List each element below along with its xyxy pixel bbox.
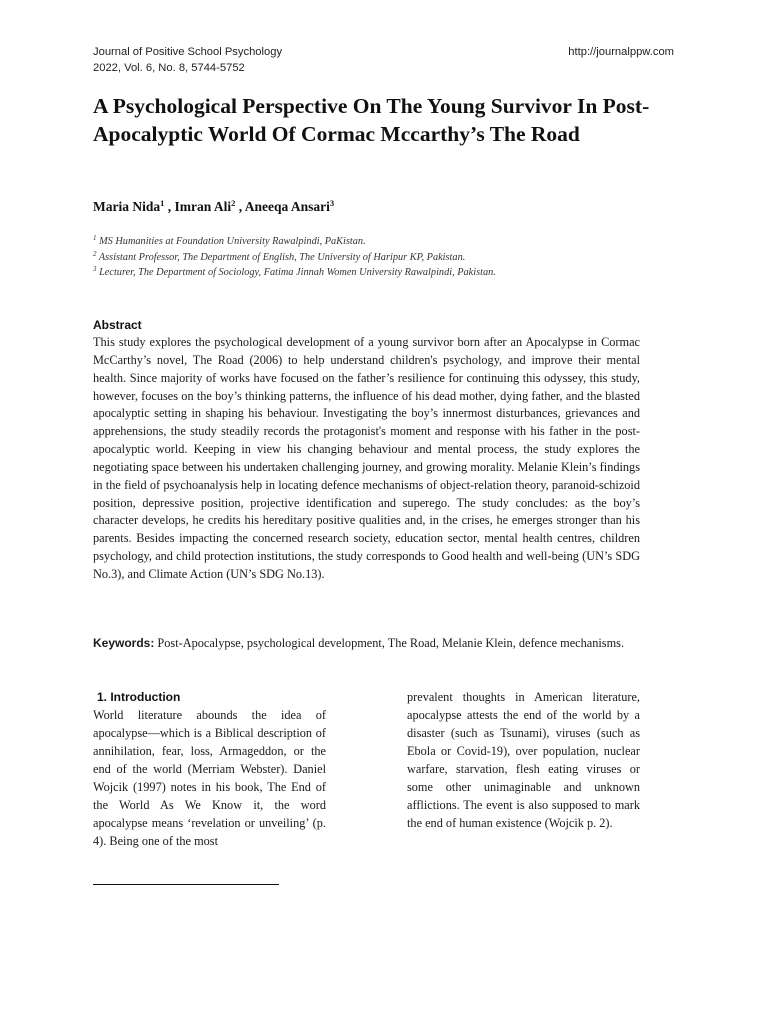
running-header — [93, 44, 282, 76]
intro-paragraph-right: prevalent thoughts in American literature, apocalypse attests the end of the world by a disaster (such as Tsunami), viruses (such as Ebola or Covid-19), over population, nuclear warfare, starvation, flesh eating viruses or some other unimaginable and unknown afflictions. The event is also supposed to mark the end of human existence (Wojcik p. 2). — [407, 690, 640, 830]
journal-name: Journal of Positive School Psychology — [93, 46, 283, 58]
intro-paragraph-left: World literature abounds the idea of apocalypse—which is a Biblical description of annihilation, fear, loss, Armageddon, or the end of the world (Merriam Webster). Daniel Wojcik (1997) notes in his book, The End of the World As We Know it, the word apocalypse means ‘revelation or unveiling’ (p. 4). Being one of the most — [93, 708, 326, 848]
affiliation-text: MS Humanities at Foundation University Rawalpindi, PaKistan. — [96, 236, 366, 247]
keywords-label: Keywords: — [93, 636, 155, 650]
abstract-heading: Abstract — [93, 318, 142, 332]
paper-title: A Psychological Perspective On The Young Survivor In Post-Apocalyptic World Of Cormac Mccarthy’s The Road — [93, 94, 650, 146]
author-separator: , — [235, 199, 245, 214]
author-affil-mark: 3 — [329, 198, 335, 208]
author-name: Maria Nida — [93, 199, 161, 214]
affiliation-item — [93, 234, 693, 250]
keywords-text: Post-Apocalypse, psychological development, The Road, Melanie Klein, defence mechanisms. — [154, 636, 625, 650]
author-name: Aneeqa Ansari — [244, 199, 330, 214]
abstract-text: This study explores the psychological development of a young survivor born after an Apocalypse in Cormac McCarthy’s novel, The Road (2006) to help understand children's psychology, and improve their mental health. Since majority of works have focused on the father’s resilience for continuing this odyssey, this study, however, focuses on the boy’s thinking patterns, the influence of his dead mother, dying father, and the blasted apocalyptic setting in shaping his behaviour. Investigating the boy’s innermost disturbances, grievances and apprehensions, the study steadily records the protagonist's moment and response with his father in the post-apocalyptic world. Keeping in view his changing behaviour and mental process, the study explores the negotiating space between his undertaken challenging journey, and growing morality. Melanie Klein’s findings in the field of psychoanalysis help in locating defence mechanisms of object-relation theory, paranoid-schizoid position, depressive position, projective identification and superego. The study concludes: as the boy’s character develops, he credits his hereditary positive qualities and, in the crises, he emerges stronger than his parents. Besides impacting the concerned research society, education sector, mental health centres, children psychology, and child protection institutions, the study corresponds to Good health and well-being (UN’s SDG No.3), and Climate Action (UN’s SDG No.13). — [93, 335, 640, 581]
author-affil-mark: 2 — [231, 198, 236, 208]
affiliation-mark: 2 — [93, 249, 97, 258]
affiliation-mark: 1 — [93, 234, 97, 242]
author-separator: , — [164, 199, 175, 214]
affiliation-item — [93, 250, 693, 266]
footnote-divider — [93, 884, 279, 885]
author-affil-mark: 1 — [160, 198, 165, 208]
affiliation-text: Lecturer, The Department of Sociology, Fatima Jinnah Women University Rawalpindi, Pakistan. — [96, 267, 496, 278]
author-list — [93, 198, 334, 216]
section-heading-introduction: 1. Introduction — [97, 690, 181, 704]
author-name: Imran Ali — [174, 199, 232, 214]
affiliation-text: Assistant Professor, The Department of English, The University of Haripur KP, Pakistan. — [96, 251, 466, 263]
keywords — [93, 635, 640, 653]
affiliation-item — [93, 265, 693, 281]
affiliation-mark: 3 — [93, 265, 97, 273]
affiliations — [93, 234, 693, 281]
volume-info: 2022, Vol. 6, No. 8, 5744-5752 — [93, 62, 245, 74]
journal-url[interactable]: http://journalppw.com — [568, 46, 674, 58]
